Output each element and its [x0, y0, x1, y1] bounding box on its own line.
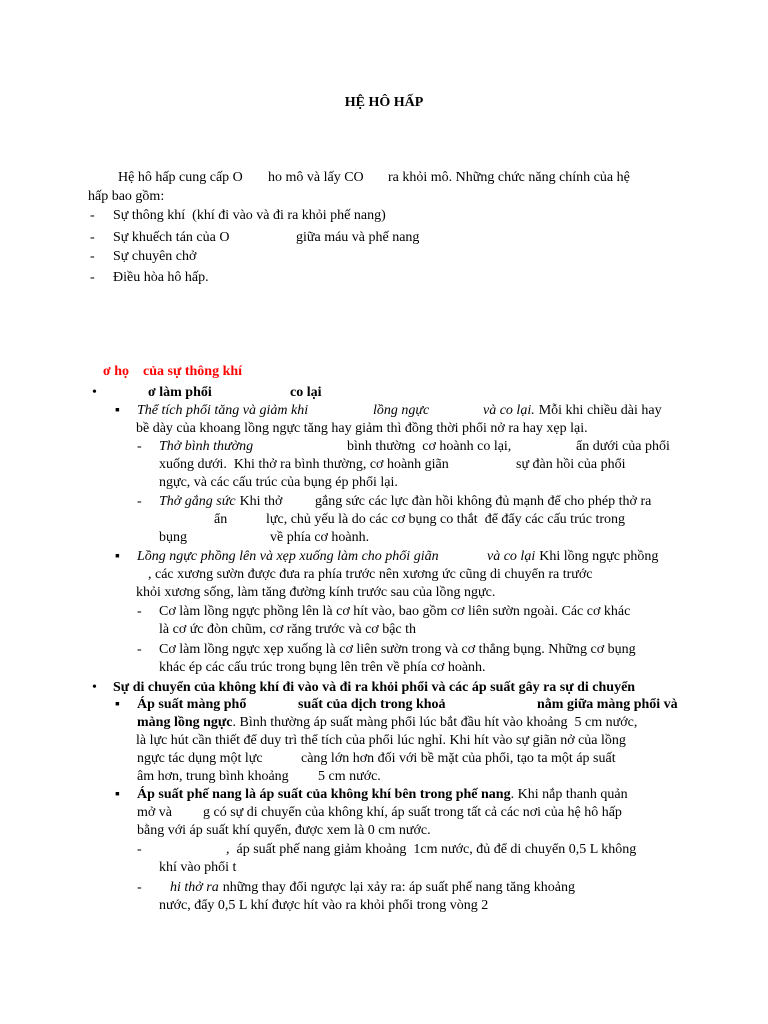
normal-breathing-text: ngực, và các cấu trúc của bụng ép phổi lại.	[159, 475, 398, 490]
subsection-heading: ơ làm phổi	[148, 385, 212, 400]
square-bullet-icon: ▪	[115, 697, 120, 712]
forced-breathing-text: ẩn	[214, 512, 228, 527]
expiratory-muscles-text: Cơ làm lồng ngực xẹp xuống là cơ liên sườn trong và cơ thẳng bụng. Những cơ bụng	[159, 642, 636, 657]
volume-line	[483, 402, 662, 420]
pleural-pressure-text: suất của dịch trong khoả	[298, 697, 446, 712]
forced-breathing-text: Khi thở	[239, 494, 283, 509]
inspiration-text: , áp suất phế nang giảm khoảng 1cm nước, đủ để di chuyển 0,5 L không	[226, 842, 637, 857]
normal-breathing-text: ẩn dưới của phổi	[576, 439, 670, 454]
pleural-pressure-text: là lực hút cần thiết để duy trì thể tích của phổi lúc nghỉ. Khi hít vào sự giãn nở của lồng	[136, 733, 626, 748]
ribcage-text: khỏi xương sống, làm tăng đường kính trước sau của lồng ngực.	[136, 585, 496, 600]
pleural-pressure-text: màng lồng ngực	[137, 715, 233, 730]
alveolar-pressure-text: g có sự di chuyển của không khí, áp suất trong tất cả các nơi của hệ hô hấp	[203, 805, 622, 820]
volume-text: Mỗi khi chiều dài hay	[538, 403, 662, 418]
bullet-icon: •	[92, 385, 97, 400]
function-item: Sự khuếch tán của O	[113, 230, 230, 245]
intro-text: ho mô và lấy CO	[268, 170, 364, 185]
forced-breathing-text: Thở gắng sức	[159, 494, 236, 509]
function-item: Sự chuyên chở	[113, 249, 197, 264]
dash-marker: -	[137, 604, 142, 619]
document-title: HỆ HÔ HẤP	[344, 95, 424, 110]
pleural-pressure-text: . Bình thường áp suất màng phổi lúc bắt đầu hít vào khoảng 5 cm nước,	[232, 715, 638, 730]
pleural-pressure-text: nằm giữa màng phổi và	[537, 697, 678, 712]
normal-breathing-text: bình thường cơ hoành co lại,	[347, 439, 512, 454]
forced-breathing-text: lực, chủ yếu là do các cơ bụng co thắt để đẩy các cấu trúc trong	[266, 512, 626, 527]
dash-marker: -	[90, 208, 95, 223]
pleural-pressure-text: Áp suất màng phổ	[137, 697, 247, 712]
pleural-pressure-line	[137, 714, 637, 732]
expiration-text: những thay đổi ngược lại xảy ra: áp suất phế nang tăng khoảng	[222, 880, 575, 895]
square-bullet-icon: ▪	[115, 403, 120, 418]
volume-text: và co lại.	[483, 403, 535, 418]
alveolar-pressure-text: bằng với áp suất khí quyển, được xem là 0 cm nước.	[137, 823, 431, 838]
expiratory-muscles-text: khác ép các cấu trúc trong bụng lên trên về phía cơ hoành.	[159, 660, 486, 675]
subsection-heading: co lại	[290, 385, 322, 400]
ribcage-text: Khi lồng ngực phồng	[539, 549, 659, 564]
intro-text: Hệ hô hấp cung cấp O	[118, 170, 243, 185]
subsection-heading: Sự di chuyển của không khí đi vào và đi ra khỏi phổi và các áp suất gây ra sự di chuyển	[113, 680, 636, 695]
section-heading: ơ họ	[103, 364, 130, 379]
alveolar-pressure-line	[137, 786, 628, 804]
expiration-line	[170, 879, 575, 897]
ribcage-text: , các xương sườn được đưa ra phía trước nên xương ức cũng di chuyển ra trước	[148, 567, 593, 582]
alveolar-pressure-text: mở và	[137, 805, 173, 820]
forced-breathing-text: về phía cơ hoành.	[270, 530, 370, 545]
function-item: Sự thông khí (khí đi vào và đi ra khỏi phế nang)	[113, 208, 386, 223]
forced-breathing-text: gắng sức các lực đàn hồi không đủ mạnh để cho phép thở ra	[315, 494, 652, 509]
ribcage-text: Lồng ngực phồng lên và xẹp xuống làm cho phổi giãn	[137, 549, 439, 564]
normal-breathing-text: Thở bình thường	[159, 439, 254, 454]
forced-breathing-line	[159, 493, 282, 511]
volume-text: lồng ngực	[373, 403, 430, 418]
dash-marker: -	[90, 270, 95, 285]
volume-text: Thể tích phổi tăng và giảm khi	[137, 403, 309, 418]
ribcage-text: và co lại	[487, 549, 536, 564]
bullet-icon: •	[92, 680, 97, 695]
expiration-text: nước, đẩy 0,5 L khí được hít vào ra khỏi phổi trong vòng 2	[159, 898, 489, 913]
volume-text: bề dày của khoang lồng ngực tăng hay giảm thì đồng thời phổi nở ra hay xẹp lại.	[136, 421, 588, 436]
function-item: giữa máu và phế nang	[296, 230, 420, 245]
inspiratory-muscles-text: là cơ ức đòn chũm, cơ răng trước và cơ bậc th	[159, 622, 417, 637]
pleural-pressure-text: âm hơn, trung bình khoảng	[137, 769, 289, 784]
expiration-text: hi thở ra	[170, 880, 219, 895]
intro-text: ra khỏi mô. Những chức năng chính của hệ	[388, 170, 630, 185]
function-item: Điều hòa hô hấp.	[113, 270, 209, 285]
forced-breathing-text: bụng	[159, 530, 187, 545]
inspiration-text: khí vào phổi t	[159, 860, 237, 875]
square-bullet-icon: ▪	[115, 787, 120, 802]
intro-text: hấp bao gồm:	[88, 189, 165, 204]
pleural-pressure-text: 5 cm nước.	[318, 769, 381, 784]
dash-marker: -	[137, 880, 142, 895]
dash-marker: -	[137, 439, 142, 454]
square-bullet-icon: ▪	[115, 549, 120, 564]
alveolar-pressure-text: Áp suất phế nang là áp suất của không khí bên trong phế nang	[137, 787, 511, 802]
inspiratory-muscles-text: Cơ làm lồng ngực phồng lên là cơ hít vào, bao gồm cơ liên sườn ngoài. Các cơ khác	[159, 604, 631, 619]
pleural-pressure-text: càng lớn hơn đối với bề mặt của phổi, tạo ta một áp suất	[301, 751, 616, 766]
alveolar-pressure-text: . Khi nắp thanh quản	[510, 787, 628, 802]
dash-marker: -	[137, 842, 142, 857]
dash-marker: -	[137, 642, 142, 657]
dash-marker: -	[90, 230, 95, 245]
pleural-pressure-text: ngực tác dụng một lực	[137, 751, 263, 766]
ribcage-line	[487, 548, 658, 566]
normal-breathing-text: xuống dưới. Khi thở ra bình thường, cơ hoành giãn	[159, 457, 449, 472]
section-heading: của sự thông khí	[143, 364, 243, 379]
normal-breathing-text: sự đàn hồi của phổi	[516, 457, 626, 472]
dash-marker: -	[137, 494, 142, 509]
dash-marker: -	[90, 249, 95, 264]
